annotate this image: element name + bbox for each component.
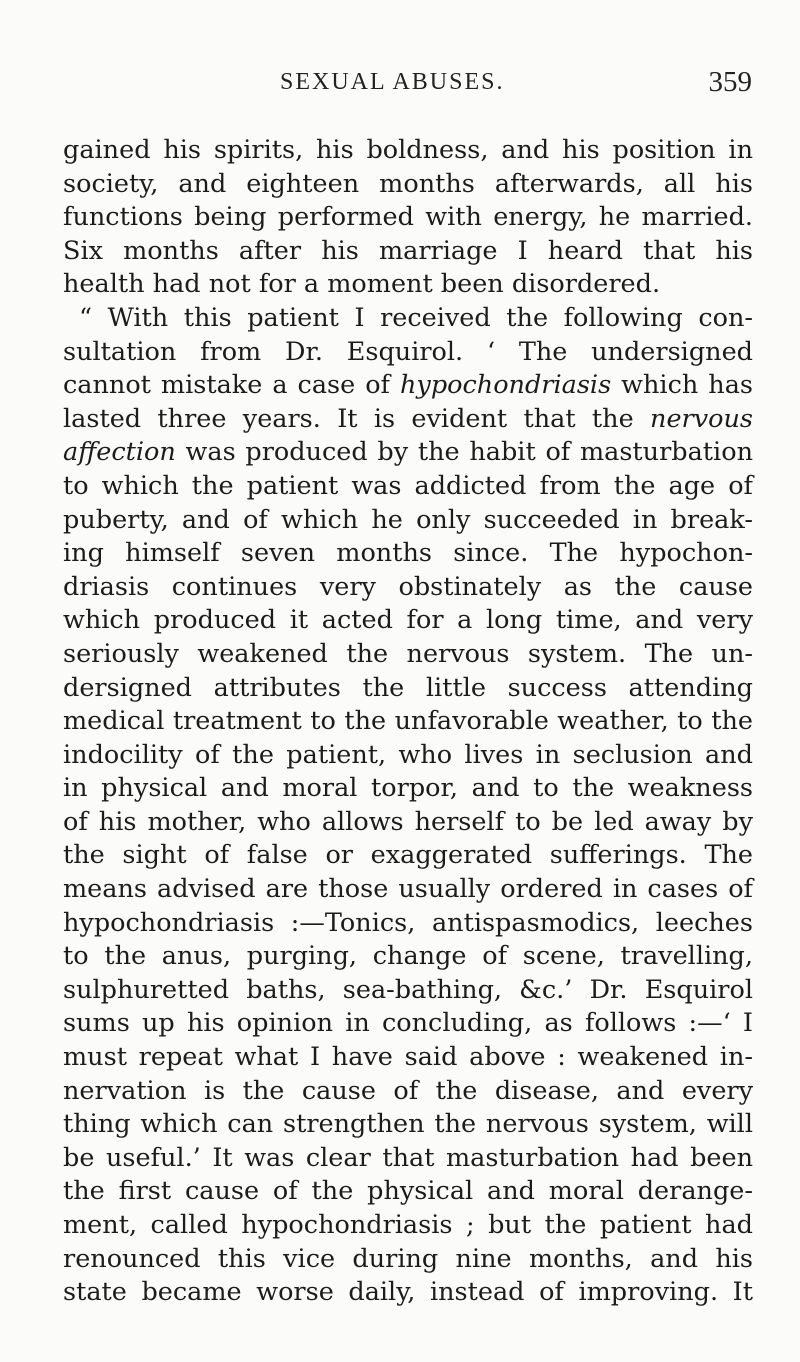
- text-line: hypochondriasis :—Tonics, antispasmodics, leeches: [63, 907, 753, 938]
- text-line: “ With this patient I received the following con-: [79, 302, 753, 333]
- text-line: driasis continues very obstinately as the cause: [63, 571, 753, 602]
- italic-term: nervous: [650, 403, 753, 434]
- text-line: seriously weakened the nervous system. The un-: [63, 638, 753, 669]
- text-line: to the anus, purging, change of scene, travelling,: [63, 941, 753, 972]
- italic-term: affection: [63, 437, 176, 468]
- text-line: thing which can strengthen the nervous system, will: [63, 1109, 753, 1140]
- text-line: lasted three years. It is evident that the nervous: [63, 403, 753, 434]
- text-line: the first cause of the physical and moral derange-: [63, 1176, 753, 1207]
- text-line: the sight of false or exaggerated sufferings. The: [63, 840, 753, 871]
- text-line: ment, called hypochondriasis ; but the patient had: [63, 1210, 753, 1240]
- text-line: health had not for a moment been disordered.: [63, 269, 661, 300]
- text-line: functions being performed with energy, he married.: [63, 202, 753, 233]
- text-line: affection was produced by the habit of masturbation: [63, 437, 753, 468]
- text-line: state became worse daily, instead of improving. It: [63, 1277, 753, 1308]
- text-line: dersigned attributes the little success attending: [63, 672, 753, 703]
- text-line: society, and eighteen months afterwards, all his: [63, 168, 753, 199]
- body-text: [63, 134, 753, 1310]
- text-line: Six months after his marriage I heard that his: [63, 235, 753, 266]
- page-number: 359: [708, 66, 752, 98]
- text-line: medical treatment to the unfavorable weather, to the: [63, 706, 753, 737]
- text-line: nervation is the cause of the disease, and every: [63, 1075, 753, 1106]
- text-line: cannot mistake a case of hypochondriasis which has: [63, 370, 753, 401]
- text-line: be useful.’ It was clear that masturbation had been: [63, 1142, 753, 1173]
- text-line: of his mother, who allows herself to be led away by: [63, 806, 753, 837]
- text-line: which produced it acted for a long time, and very: [63, 605, 753, 636]
- text-line: sultation from Dr. Esquirol. ‘ The undersigned: [63, 336, 753, 367]
- text-line: means advised are those usually ordered in cases of: [63, 874, 753, 905]
- text-line: to which the patient was addicted from the age of: [63, 470, 753, 501]
- italic-term: hypochondriasis: [399, 370, 612, 401]
- page-header: [0, 62, 800, 102]
- text-line: gained his spirits, his boldness, and his position in: [63, 135, 753, 165]
- text-line: puberty, and of which he only succeeded in break-: [63, 504, 753, 535]
- text-line: sums up his opinion in concluding, as follows :—‘ I: [63, 1008, 753, 1039]
- text-line: renounced this vice during nine months, and his: [63, 1243, 753, 1274]
- text-line: ing himself seven months since. The hypochon-: [63, 538, 753, 569]
- text-line: in physical and moral torpor, and to the weakness: [63, 773, 753, 804]
- text-line: must repeat what I have said above : weakened in-: [63, 1042, 753, 1073]
- text-line: sulphuretted baths, sea-bathing, &c.’ Dr. Esquirol: [63, 974, 753, 1005]
- running-head: SEXUAL ABUSES.: [280, 69, 505, 95]
- text-line: indocility of the patient, who lives in seclusion and: [63, 739, 753, 770]
